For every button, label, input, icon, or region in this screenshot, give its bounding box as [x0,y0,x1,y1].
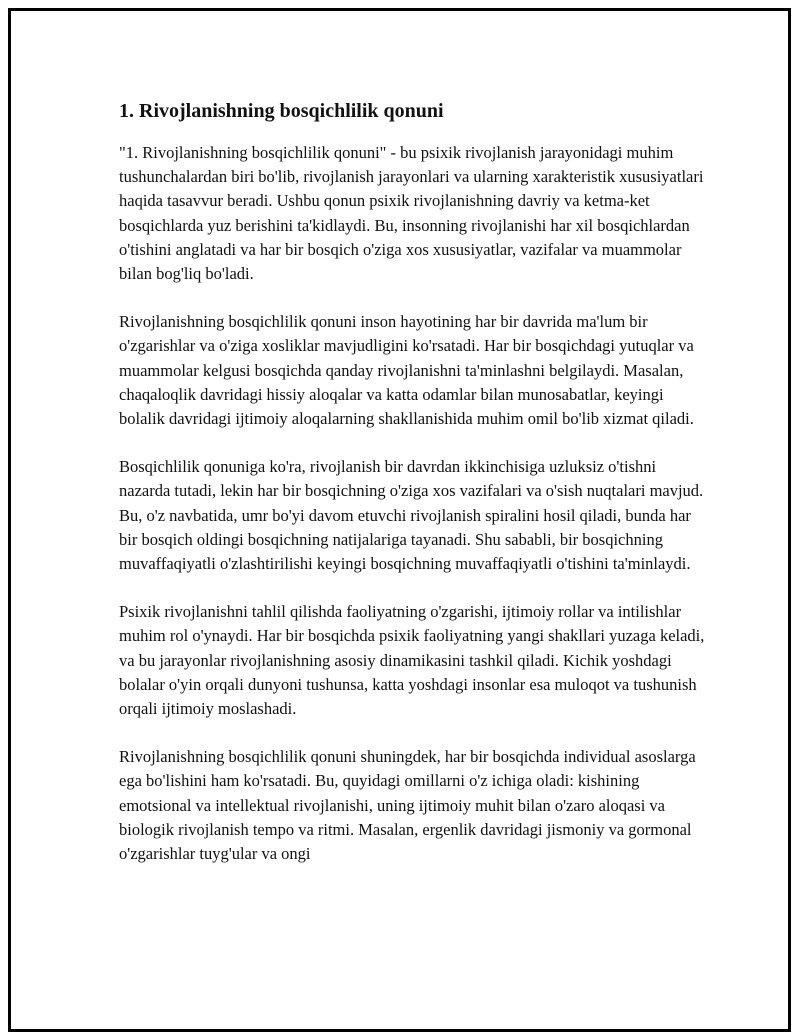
document-page [8,8,791,1032]
paragraph-3: Bosqichlilik qonuniga ko'ra, rivojlanish bir davrdan ikkinchisiga uzluksiz o'tishni nazarda tutadi, lekin har bir bosqichning o'ziga xos vazifalari va o'sish nuqtalari mavjud. Bu, o'z navbatida, umr bo'yi davom etuvchi rivojlanish spiralini hosil qiladi, bunda har bir bosqich oldingi bosqichning natijalariga tayanadi. Shu sababli, bir bosqichning muvaffaqiyatli o'zlashtirilishi keyingi bosqichning muvaffaqiyatli o'tishini ta'minlaydi. [119,457,704,574]
section-heading: 1. Rivojlanishning bosqichlilik qonuni [119,100,444,122]
document-body [119,98,709,890]
paragraph-5: Rivojlanishning bosqichlilik qonuni shuningdek, har bir bosqichda individual asoslarga ega bo'lishini ham ko'rsatadi. Bu, quyidagi omillarni o'z ichiga oladi: kishining emotsional va intellektual rivojlanishi, uning ijtimoiy muhit bilan o'zaro aloqasi va biologik rivojlanish tempo va ritmi. Masalan, ergenlik davridagi jismoniy va gormonal o'zgarishlar tuyg'ular va ongi [119,747,696,864]
paragraph-1: "1. Rivojlanishning bosqichlilik qonuni" - bu psixik rivojlanish jarayonidagi muhim tushunchalardan biri bo'lib, rivojlanish jarayonlari va ularning xarakteristik xususiyatlari haqida tasavvur beradi. Ushbu qonun psixik rivojlanishning davriy va ketma-ket bosqichlarda yuz berishini ta'kidlaydi. Bu, insonning rivojlanishi har xil bosqichlardan o'tishini anglatadi va har bir bosqich o'ziga xos xususiyatlar, vazifalar va muammolar bilan bog'liq bo'ladi. [119,143,704,284]
paragraph-2: Rivojlanishning bosqichlilik qonuni inson hayotining har bir davrida ma'lum bir o'zgarishlar va o'ziga xosliklar mavjudligini ko'rsatadi. Har bir bosqichdagi yutuqlar va muammolar kelgusi bosqichda qanday rivojlanishni ta'minlashni belgilaydi. Masalan, chaqaloqlik davridagi hissiy aloqalar va katta odamlar bilan munosabatlar, keyingi bolalik davridagi ijtimoiy aloqalarning shakllanishida muhim omil bo'lib xizmat qiladi. [119,312,694,429]
paragraph-4: Psixik rivojlanishni tahlil qilishda faoliyatning o'zgarishi, ijtimoiy rollar va intilishlar muhim rol o'ynaydi. Har bir bosqichda psixik faoliyatning yangi shakllari yuzaga keladi, va bu jarayonlar rivojlanishning asosiy dinamikasini tashkil qiladi. Kichik yoshdagi bolalar o'yin orqali dunyoni tushunsa, katta yoshdagi insonlar esa muloqot va tushunish orqali ijtimoiy moslashadi. [119,602,705,719]
